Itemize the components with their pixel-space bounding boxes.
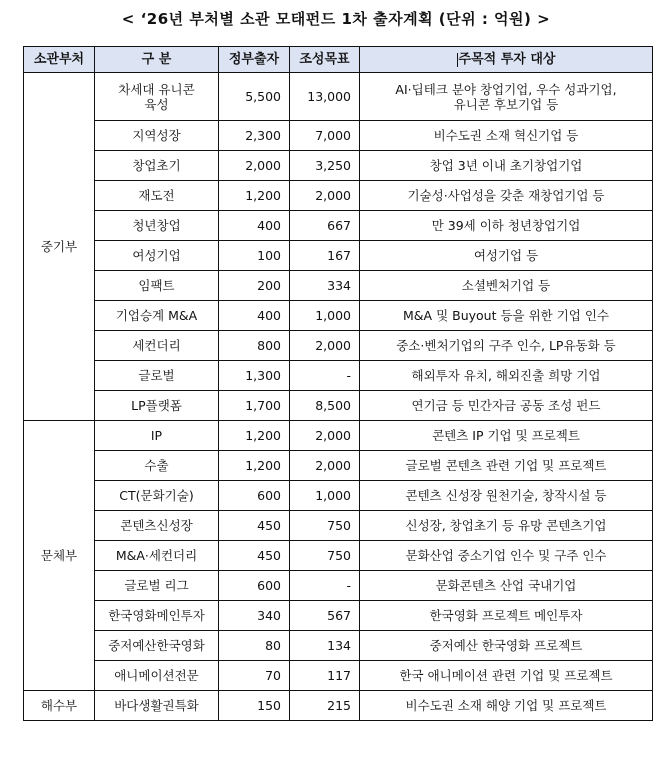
target-cell: 567 (290, 601, 360, 631)
category-cell: 임팩트 (95, 271, 219, 301)
gov-investment-cell: 2,300 (219, 121, 290, 151)
gov-investment-cell: 400 (219, 211, 290, 241)
table-row (24, 361, 653, 391)
category-cell: 바다생활권특화 (95, 691, 219, 721)
purpose-cell: 비수도권 소재 혁신기업 등 (360, 121, 653, 151)
header-category: 구 분 (95, 47, 219, 73)
purpose-cell: 중소·벤처기업의 구주 인수, LP유동화 등 (360, 331, 653, 361)
gov-investment-cell: 450 (219, 541, 290, 571)
category-line: 차세대 유니콘 (118, 81, 195, 97)
header-gov-investment: 정부출자 (219, 47, 290, 73)
table-row (24, 481, 653, 511)
table-row (24, 391, 653, 421)
gov-investment-cell: 200 (219, 271, 290, 301)
target-cell: 1,000 (290, 481, 360, 511)
table-row (24, 151, 653, 181)
target-cell: 215 (290, 691, 360, 721)
fund-plan-table (23, 46, 653, 721)
target-cell: 134 (290, 631, 360, 661)
purpose-cell: 문화산업 중소기업 인수 및 구주 인수 (360, 541, 653, 571)
table-body (24, 73, 653, 721)
category-cell: CT(문화기술) (95, 481, 219, 511)
category-cell: 세컨더리 (95, 331, 219, 361)
target-cell: 750 (290, 511, 360, 541)
table-row (24, 301, 653, 331)
dept-cell: 해수부 (24, 691, 95, 721)
target-cell: 2,000 (290, 421, 360, 451)
target-cell: 2,000 (290, 331, 360, 361)
gov-investment-cell: 80 (219, 631, 290, 661)
table-row (24, 271, 653, 301)
category-cell: 창업초기 (95, 151, 219, 181)
table-row (24, 511, 653, 541)
target-cell: 2,000 (290, 451, 360, 481)
category-cell: 중저예산한국영화 (95, 631, 219, 661)
table-row (24, 661, 653, 691)
category-cell: 지역성장 (95, 121, 219, 151)
purpose-cell: 창업 3년 이내 초기창업기업 (360, 151, 653, 181)
category-cell (95, 73, 219, 121)
table-header-row (24, 47, 653, 73)
gov-investment-cell: 600 (219, 571, 290, 601)
target-cell: 334 (290, 271, 360, 301)
purpose-cell: 문화콘텐츠 산업 국내기업 (360, 571, 653, 601)
target-cell: 13,000 (290, 73, 360, 121)
purpose-cell: 만 39세 이하 청년창업기업 (360, 211, 653, 241)
table-row (24, 73, 653, 121)
target-cell: - (290, 361, 360, 391)
purpose-line: 유니콘 후보기업 등 (453, 96, 559, 112)
table-row (24, 631, 653, 661)
gov-investment-cell: 800 (219, 331, 290, 361)
target-cell: 750 (290, 541, 360, 571)
category-cell: 글로벌 (95, 361, 219, 391)
table-row (24, 211, 653, 241)
gov-investment-cell: 2,000 (219, 151, 290, 181)
purpose-cell: 글로벌 콘텐츠 관련 기업 및 프로젝트 (360, 451, 653, 481)
table-row (24, 601, 653, 631)
category-cell: 여성기업 (95, 241, 219, 271)
category-cell: 한국영화메인투자 (95, 601, 219, 631)
table-row (24, 541, 653, 571)
gov-investment-cell: 100 (219, 241, 290, 271)
gov-investment-cell: 1,200 (219, 181, 290, 211)
table-row (24, 181, 653, 211)
purpose-cell (360, 73, 653, 121)
header-target: 조성목표 (290, 47, 360, 73)
gov-investment-cell: 400 (219, 301, 290, 331)
table-row (24, 331, 653, 361)
dept-cell: 중기부 (24, 73, 95, 421)
table-row (24, 451, 653, 481)
category-cell: 글로벌 리그 (95, 571, 219, 601)
purpose-cell: 소셜벤처기업 등 (360, 271, 653, 301)
category-cell: IP (95, 421, 219, 451)
target-cell: 7,000 (290, 121, 360, 151)
purpose-cell: 콘텐츠 신성장 원천기술, 창작시설 등 (360, 481, 653, 511)
target-cell: 3,250 (290, 151, 360, 181)
purpose-cell: 신성장, 창업초기 등 유망 콘텐츠기업 (360, 511, 653, 541)
purpose-cell: 여성기업 등 (360, 241, 653, 271)
purpose-cell: 연기금 등 민간자금 공동 조성 펀드 (360, 391, 653, 421)
purpose-cell: 중저예산 한국영화 프로젝트 (360, 631, 653, 661)
gov-investment-cell: 150 (219, 691, 290, 721)
category-cell: 수출 (95, 451, 219, 481)
purpose-cell: 한국영화 프로젝트 메인투자 (360, 601, 653, 631)
purpose-cell: 기술성·사업성을 갖춘 재창업기업 등 (360, 181, 653, 211)
table-row (24, 421, 653, 451)
gov-investment-cell: 1,200 (219, 451, 290, 481)
target-cell: - (290, 571, 360, 601)
purpose-cell: M&A 및 Buyout 등을 위한 기업 인수 (360, 301, 653, 331)
table-row (24, 121, 653, 151)
category-line: 육성 (144, 96, 169, 112)
target-cell: 117 (290, 661, 360, 691)
purpose-cell: 한국 애니메이션 관련 기업 및 프로젝트 (360, 661, 653, 691)
purpose-cell: 콘텐츠 IP 기업 및 프로젝트 (360, 421, 653, 451)
category-cell: LP플랫폼 (95, 391, 219, 421)
table-row (24, 691, 653, 721)
target-cell: 167 (290, 241, 360, 271)
target-cell: 2,000 (290, 181, 360, 211)
purpose-cell: 해외투자 유치, 해외진출 희망 기업 (360, 361, 653, 391)
header-purpose-label: 주목적 투자 대상 (458, 52, 556, 67)
category-cell: 애니메이션전문 (95, 661, 219, 691)
table-row (24, 241, 653, 271)
purpose-line: AI·딥테크 분야 창업기업, 우수 성과기업, (395, 81, 617, 97)
target-cell: 8,500 (290, 391, 360, 421)
gov-investment-cell: 5,500 (219, 73, 290, 121)
gov-investment-cell: 70 (219, 661, 290, 691)
gov-investment-cell: 1,700 (219, 391, 290, 421)
header-purpose (360, 47, 653, 73)
gov-investment-cell: 1,200 (219, 421, 290, 451)
gov-investment-cell: 1,300 (219, 361, 290, 391)
category-cell: 청년창업 (95, 211, 219, 241)
text-cursor-icon (457, 53, 458, 67)
dept-cell: 문체부 (24, 421, 95, 691)
target-cell: 667 (290, 211, 360, 241)
gov-investment-cell: 340 (219, 601, 290, 631)
target-cell: 1,000 (290, 301, 360, 331)
purpose-cell: 비수도권 소재 해양 기업 및 프로젝트 (360, 691, 653, 721)
page-title: < ‘26년 부처별 소관 모태펀드 1차 출자계획 (단위 : 억원) > (121, 10, 551, 28)
gov-investment-cell: 600 (219, 481, 290, 511)
gov-investment-cell: 450 (219, 511, 290, 541)
table-row (24, 571, 653, 601)
category-cell: 기업승계 M&A (95, 301, 219, 331)
category-cell: 재도전 (95, 181, 219, 211)
header-dept: 소관부처 (24, 47, 95, 73)
category-cell: 콘텐츠신성장 (95, 511, 219, 541)
category-cell: M&A·세컨더리 (95, 541, 219, 571)
